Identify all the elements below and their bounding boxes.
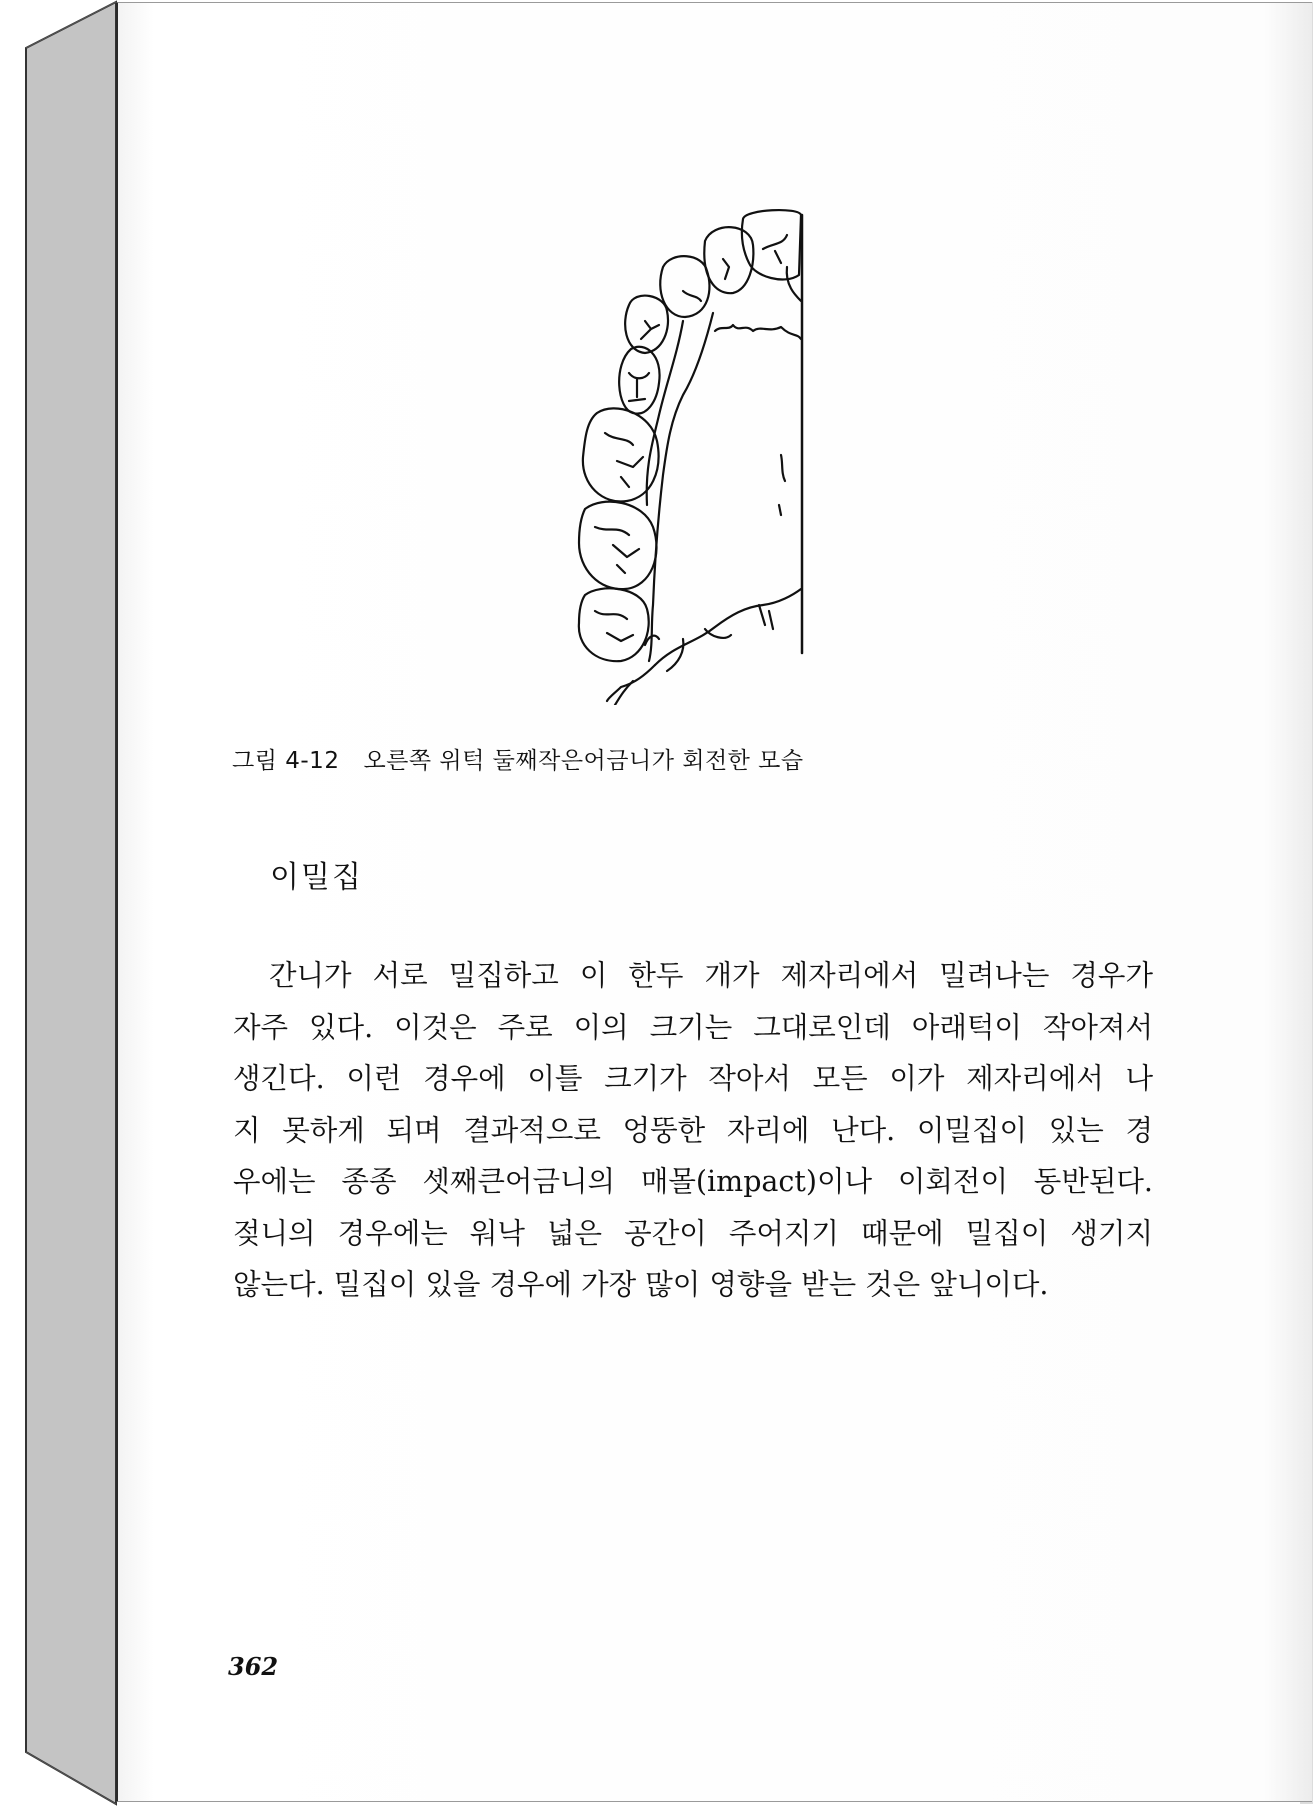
paragraph-line: 간니가 서로 밀집하고 이 한두 개가 제자리에서 밀려나는 경우가 (269, 959, 1153, 992)
figure-caption (232, 742, 804, 775)
paragraph-line: 않는다. 밀집이 있을 경우에 가장 많이 영향을 받는 것은 앞니이다. (233, 1268, 1049, 1301)
page-number: 362 (228, 1652, 279, 1681)
figure-caption-text: 오른쪽 위턱 둘째작은어금니가 회전한 모습 (363, 748, 804, 774)
paragraph-line: 우에는 종종 셋째큰어금니의 매몰(impact)이나 이회전이 동반된다. (233, 1165, 1153, 1198)
paragraph-line: 생긴다. 이런 경우에 이틀 크기가 작아서 모든 이가 제자리에서 나 (233, 1062, 1153, 1095)
section-heading: 이밀집 (270, 860, 363, 895)
figure-number: 그림 4-12 (232, 748, 340, 774)
paragraph-line: 지 못하게 되며 결과적으로 엉뚱한 자리에 난다. 이밀집이 있는 경 (233, 1113, 1153, 1147)
paragraph-line: 자주 있다. 이것은 주로 이의 크기는 그대로인데 아래턱이 작아져서 (233, 1010, 1153, 1044)
body-paragraph (233, 950, 1153, 1311)
teeth-illustration (555, 205, 825, 705)
paragraph-line: 젖니의 경우에는 워낙 넓은 공간이 주어지기 때문에 밀집이 생기지 (233, 1216, 1153, 1250)
